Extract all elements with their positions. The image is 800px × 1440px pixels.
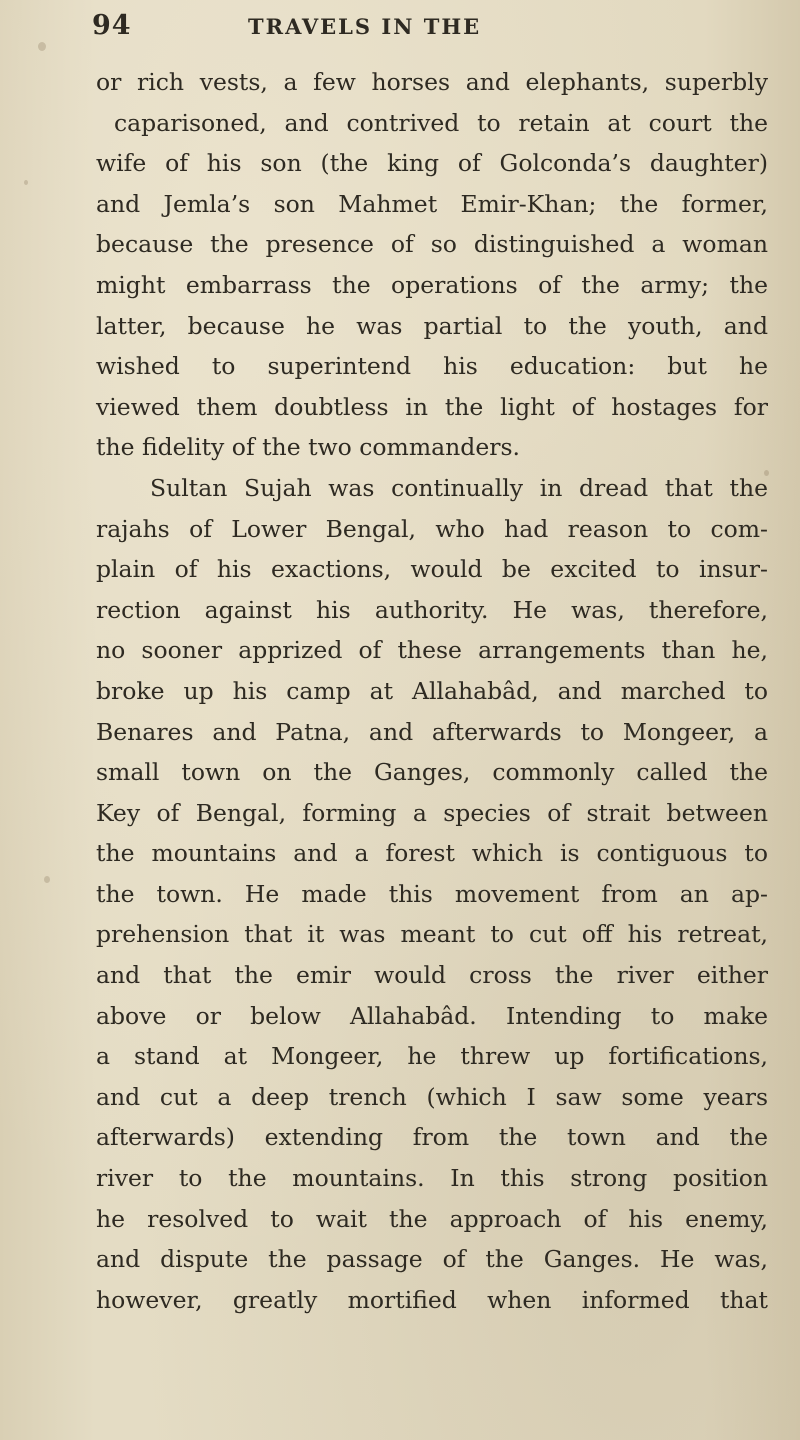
text-line: might embarrass the operations of the army; the: [96, 270, 768, 299]
text-line: no sooner apprized of these arrangements than he,: [96, 636, 768, 665]
text-line: wife of his son (the king of Golconda’s daughter): [96, 149, 768, 178]
text-line: the fidelity of the two commanders.: [96, 433, 520, 462]
foxing-spot: [24, 180, 28, 185]
text-line: afterwards) extending from the town and the: [96, 1123, 768, 1152]
text-line: wished to superintend his education: but he: [96, 352, 768, 381]
text-line: river to the mountains. In this strong position: [96, 1164, 768, 1193]
page-header: [0, 8, 800, 48]
text-line: Sultan Sujah was continually in dread that the: [150, 473, 768, 502]
text-line: above or below Allahabâd. Intending to make: [96, 1001, 768, 1030]
text-line: and cut a deep trench (which I saw some years: [96, 1082, 768, 1111]
text-line: however, greatly mortified when informed that: [96, 1285, 768, 1314]
text-line: Key of Bengal, forming a species of strait between: [96, 798, 768, 827]
text-line: rajahs of Lower Bengal, who had reason to com-: [96, 514, 768, 543]
text-line: the mountains and a forest which is contiguous to: [96, 839, 768, 868]
text-line: prehension that it was meant to cut off his retreat,: [96, 920, 768, 949]
text-line: a stand at Mongeer, he threw up fortifications,: [96, 1042, 768, 1071]
text-line: small town on the Ganges, commonly called the: [96, 758, 768, 787]
text-line: caparisoned, and contrived to retain at court the: [114, 108, 768, 137]
text-line: and dispute the passage of the Ganges. He was,: [96, 1245, 768, 1274]
running-head: TRAVELS IN THE: [248, 14, 482, 39]
text-line: because the presence of so distinguished a woman: [96, 230, 768, 259]
text-line: rection against his authority. He was, therefore,: [96, 595, 768, 624]
text-line: Benares and Patna, and afterwards to Mongeer, a: [96, 717, 768, 746]
text-line: the town. He made this movement from an ap-: [96, 879, 768, 908]
text-line: he resolved to wait the approach of his enemy,: [96, 1204, 768, 1233]
body-text: [96, 62, 768, 1320]
text-line: plain of his exactions, would be excited to insur-: [96, 555, 768, 584]
text-line: broke up his camp at Allahabâd, and marched to: [96, 676, 768, 705]
text-line: or rich vests, a few horses and elephants, superbly: [96, 68, 768, 96]
page-number: 94: [92, 10, 132, 41]
foxing-spot: [44, 876, 50, 883]
text-line: latter, because he was partial to the youth, and: [96, 311, 768, 340]
text-line: and that the emir would cross the river either: [96, 961, 768, 990]
text-line: and Jemla’s son Mahmet Emir-Khan; the former,: [96, 189, 768, 218]
text-line: viewed them doubtless in the light of hostages for: [96, 392, 768, 421]
